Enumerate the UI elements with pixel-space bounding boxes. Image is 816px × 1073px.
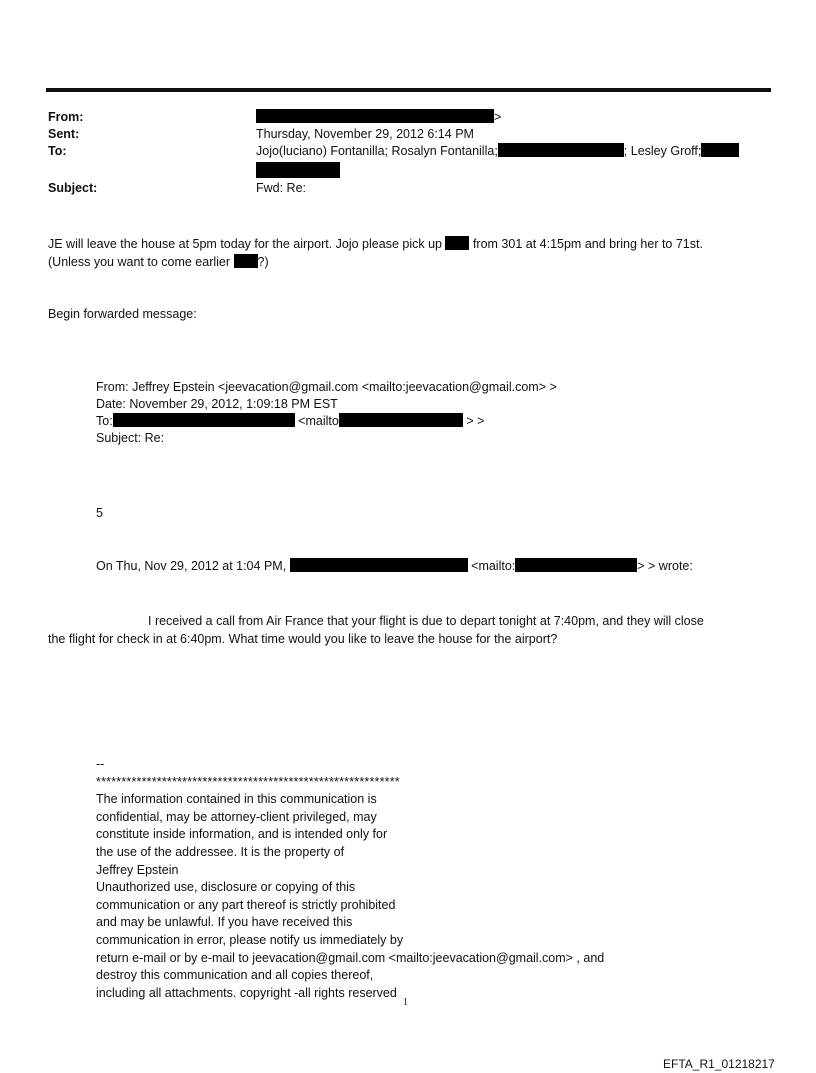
page-number: 1 xyxy=(403,997,408,1008)
to-recipients-1: Jojo(luciano) Fontanilla; Rosalyn Fontanilla; xyxy=(256,144,498,158)
disclaimer-line: Unauthorized use, disclosure or copying of this xyxy=(96,880,356,895)
redaction-block xyxy=(113,413,295,427)
disclaimer-line: The information contained in this communication is xyxy=(96,792,377,807)
sent-value: Thursday, November 29, 2012 6:14 PM xyxy=(256,127,474,141)
header-rule xyxy=(46,88,771,92)
redaction-block xyxy=(515,558,637,572)
fwd-from-line: From: Jeffrey Epstein <jeevacation@gmail.com <mailto:jeevacation@gmail.com> > xyxy=(96,380,557,394)
body-line-1-b: from 301 at 4:15pm and bring her to 71st. xyxy=(472,237,703,251)
disclaimer-dashes: -- xyxy=(96,757,105,771)
fwd-subject-line: Subject: Re: xyxy=(96,431,165,445)
fwd-number: 5 xyxy=(96,506,103,520)
disclaimer xyxy=(96,756,604,1002)
disclaimer-line: destroy this communication and all copies thereof, xyxy=(96,968,374,983)
quote-line-1: I received a call from Air France that your flight is due to depart tonight at 7:40pm, and they will close xyxy=(148,614,704,628)
from-suffix: > xyxy=(494,110,502,124)
fwd-on-line xyxy=(96,558,693,574)
disclaimer-line: including all attachments. copyright -all rights reserved xyxy=(96,985,397,1000)
fwd-on-mailto: <mailto: xyxy=(471,559,516,573)
body-line-2-b: ?) xyxy=(257,255,269,269)
fwd-on-prefix: On Thu, Nov 29, 2012 at 1:04 PM, xyxy=(96,559,287,573)
from-label: From: xyxy=(48,110,84,124)
redaction-block xyxy=(256,162,340,178)
disclaimer-line: the use of the addressee. It is the property of xyxy=(96,844,345,859)
disclaimer-stars: ************************************************************ xyxy=(96,774,400,789)
redaction-block xyxy=(339,413,463,427)
disclaimer-line: and may be unlawful. If you have received this xyxy=(96,915,353,930)
fwd-on-suffix: > > wrote: xyxy=(637,559,693,573)
subject-label: Subject: xyxy=(48,181,98,195)
subject-value: Fwd: Re: xyxy=(256,181,307,195)
redaction-block xyxy=(445,236,469,250)
redaction-block xyxy=(290,558,468,572)
to-label: To: xyxy=(48,144,67,158)
disclaimer-line: Jeffrey Epstein xyxy=(96,862,179,877)
body-line-1-a: JE will leave the house at 5pm today for the airport. Jojo please pick up xyxy=(48,237,442,251)
quote-line-2: the flight for check in at 6:40pm. What time would you like to leave the house for the airport? xyxy=(48,632,558,646)
fwd-to-prefix: To: xyxy=(96,414,113,428)
fwd-date-line: Date: November 29, 2012, 1:09:18 PM EST xyxy=(96,397,338,411)
disclaimer-line: return e-mail or by e-mail to jeevacation@gmail.com <mailto:jeevacation@gmail.com> , and xyxy=(96,950,605,965)
body-line-2 xyxy=(48,254,269,270)
body-line-1 xyxy=(48,236,703,252)
disclaimer-line: constitute inside information, and is intended only for xyxy=(96,827,388,842)
body-line-2-a: (Unless you want to come earlier xyxy=(48,255,231,269)
disclaimer-line: communication or any part thereof is strictly prohibited xyxy=(96,897,396,912)
redaction-block xyxy=(498,143,624,157)
fwd-to-line xyxy=(96,413,484,429)
begin-forwarded: Begin forwarded message: xyxy=(48,307,197,321)
bates-number: EFTA_R1_01218217 xyxy=(663,1057,775,1071)
disclaimer-line: communication in error, please notify us immediately by xyxy=(96,932,404,947)
redaction-block xyxy=(234,254,258,268)
redaction-block xyxy=(701,143,739,157)
sent-label: Sent: xyxy=(48,127,80,141)
disclaimer-line: confidential, may be attorney-client privileged, may xyxy=(96,809,377,824)
from-value xyxy=(256,109,501,125)
fwd-to-mailto: <mailto xyxy=(298,414,339,428)
to-value xyxy=(256,143,739,159)
to-value-continued xyxy=(256,162,340,180)
to-recipients-2: ; Lesley Groff; xyxy=(623,144,702,158)
redaction-block xyxy=(256,109,494,123)
fwd-to-suffix: > > xyxy=(466,414,485,428)
